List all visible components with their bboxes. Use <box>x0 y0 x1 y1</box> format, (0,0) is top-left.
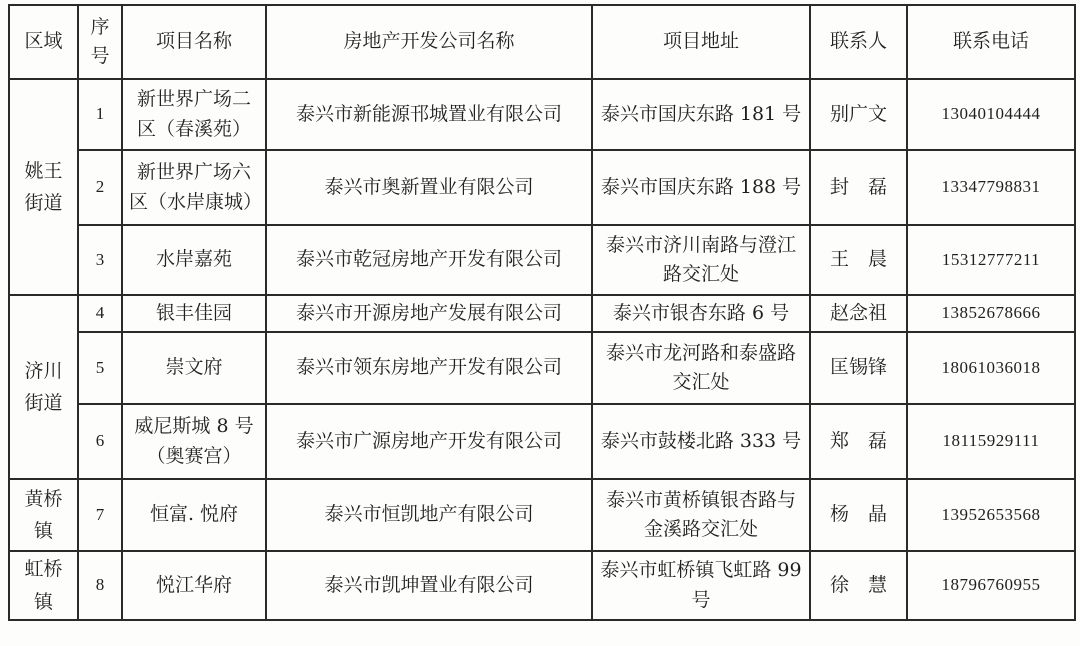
address-cell: 泰兴市国庆东路 181 号 <box>592 79 810 150</box>
phone-cell: 15312777211 <box>907 225 1075 295</box>
contact-cell: 郑 磊 <box>810 404 907 479</box>
document-page <box>8 4 1076 621</box>
header-contact: 联系人 <box>810 5 907 79</box>
address-cell: 泰兴市虹桥镇飞虹路 99 号 <box>592 551 810 620</box>
phone-cell: 18061036018 <box>907 332 1075 404</box>
contact-cell: 赵念祖 <box>810 295 907 332</box>
contact-cell: 别广文 <box>810 79 907 150</box>
seq-cell: 5 <box>78 332 122 404</box>
phone-cell: 13040104444 <box>907 79 1075 150</box>
table-row <box>9 479 1075 551</box>
company-cell: 泰兴市领东房地产开发有限公司 <box>266 332 592 404</box>
table-row <box>9 551 1075 620</box>
project-cell: 威尼斯城 8 号（奥赛宫） <box>122 404 266 479</box>
header-seq: 序号 <box>78 5 122 79</box>
address-cell: 泰兴市龙河路和泰盛路交汇处 <box>592 332 810 404</box>
project-cell: 恒富. 悦府 <box>122 479 266 551</box>
address-cell: 泰兴市济川南路与澄江路交汇处 <box>592 225 810 295</box>
table-row <box>9 404 1075 479</box>
company-cell: 泰兴市奥新置业有限公司 <box>266 150 592 225</box>
header-row <box>9 5 1075 79</box>
region-cell-jichuan: 济川街道 <box>9 295 78 479</box>
region-cell-huangqiao: 黄桥镇 <box>9 479 78 551</box>
table-row <box>9 79 1075 150</box>
projects-table <box>8 4 1076 621</box>
address-cell: 泰兴市黄桥镇银杏路与金溪路交汇处 <box>592 479 810 551</box>
project-cell: 新世界广场六区（水岸康城） <box>122 150 266 225</box>
company-cell: 泰兴市恒凯地产有限公司 <box>266 479 592 551</box>
company-cell: 泰兴市广源房地产开发有限公司 <box>266 404 592 479</box>
phone-cell: 13952653568 <box>907 479 1075 551</box>
contact-cell: 徐 慧 <box>810 551 907 620</box>
table-row <box>9 332 1075 404</box>
project-cell: 崇文府 <box>122 332 266 404</box>
header-phone: 联系电话 <box>907 5 1075 79</box>
seq-cell: 1 <box>78 79 122 150</box>
address-cell: 泰兴市银杏东路 6 号 <box>592 295 810 332</box>
seq-cell: 3 <box>78 225 122 295</box>
table-row <box>9 295 1075 332</box>
company-cell: 泰兴市新能源邗城置业有限公司 <box>266 79 592 150</box>
header-project: 项目名称 <box>122 5 266 79</box>
company-cell: 泰兴市乾冠房地产开发有限公司 <box>266 225 592 295</box>
seq-cell: 4 <box>78 295 122 332</box>
company-cell: 泰兴市开源房地产发展有限公司 <box>266 295 592 332</box>
project-cell: 新世界广场二区（春溪苑） <box>122 79 266 150</box>
phone-cell: 18115929111 <box>907 404 1075 479</box>
contact-cell: 杨 晶 <box>810 479 907 551</box>
region-cell-hongqiao: 虹桥镇 <box>9 551 78 620</box>
address-cell: 泰兴市鼓楼北路 333 号 <box>592 404 810 479</box>
region-cell-yaowang: 姚王街道 <box>9 79 78 295</box>
project-cell: 悦江华府 <box>122 551 266 620</box>
address-cell: 泰兴市国庆东路 188 号 <box>592 150 810 225</box>
seq-cell: 6 <box>78 404 122 479</box>
table-row <box>9 225 1075 295</box>
phone-cell: 18796760955 <box>907 551 1075 620</box>
contact-cell: 匡锡锋 <box>810 332 907 404</box>
seq-cell: 8 <box>78 551 122 620</box>
header-company: 房地产开发公司名称 <box>266 5 592 79</box>
header-region: 区域 <box>9 5 78 79</box>
contact-cell: 封 磊 <box>810 150 907 225</box>
table-row <box>9 150 1075 225</box>
phone-cell: 13852678666 <box>907 295 1075 332</box>
phone-cell: 13347798831 <box>907 150 1075 225</box>
contact-cell: 王 晨 <box>810 225 907 295</box>
company-cell: 泰兴市凯坤置业有限公司 <box>266 551 592 620</box>
header-address: 项目地址 <box>592 5 810 79</box>
seq-cell: 2 <box>78 150 122 225</box>
project-cell: 水岸嘉苑 <box>122 225 266 295</box>
project-cell: 银丰佳园 <box>122 295 266 332</box>
seq-cell: 7 <box>78 479 122 551</box>
